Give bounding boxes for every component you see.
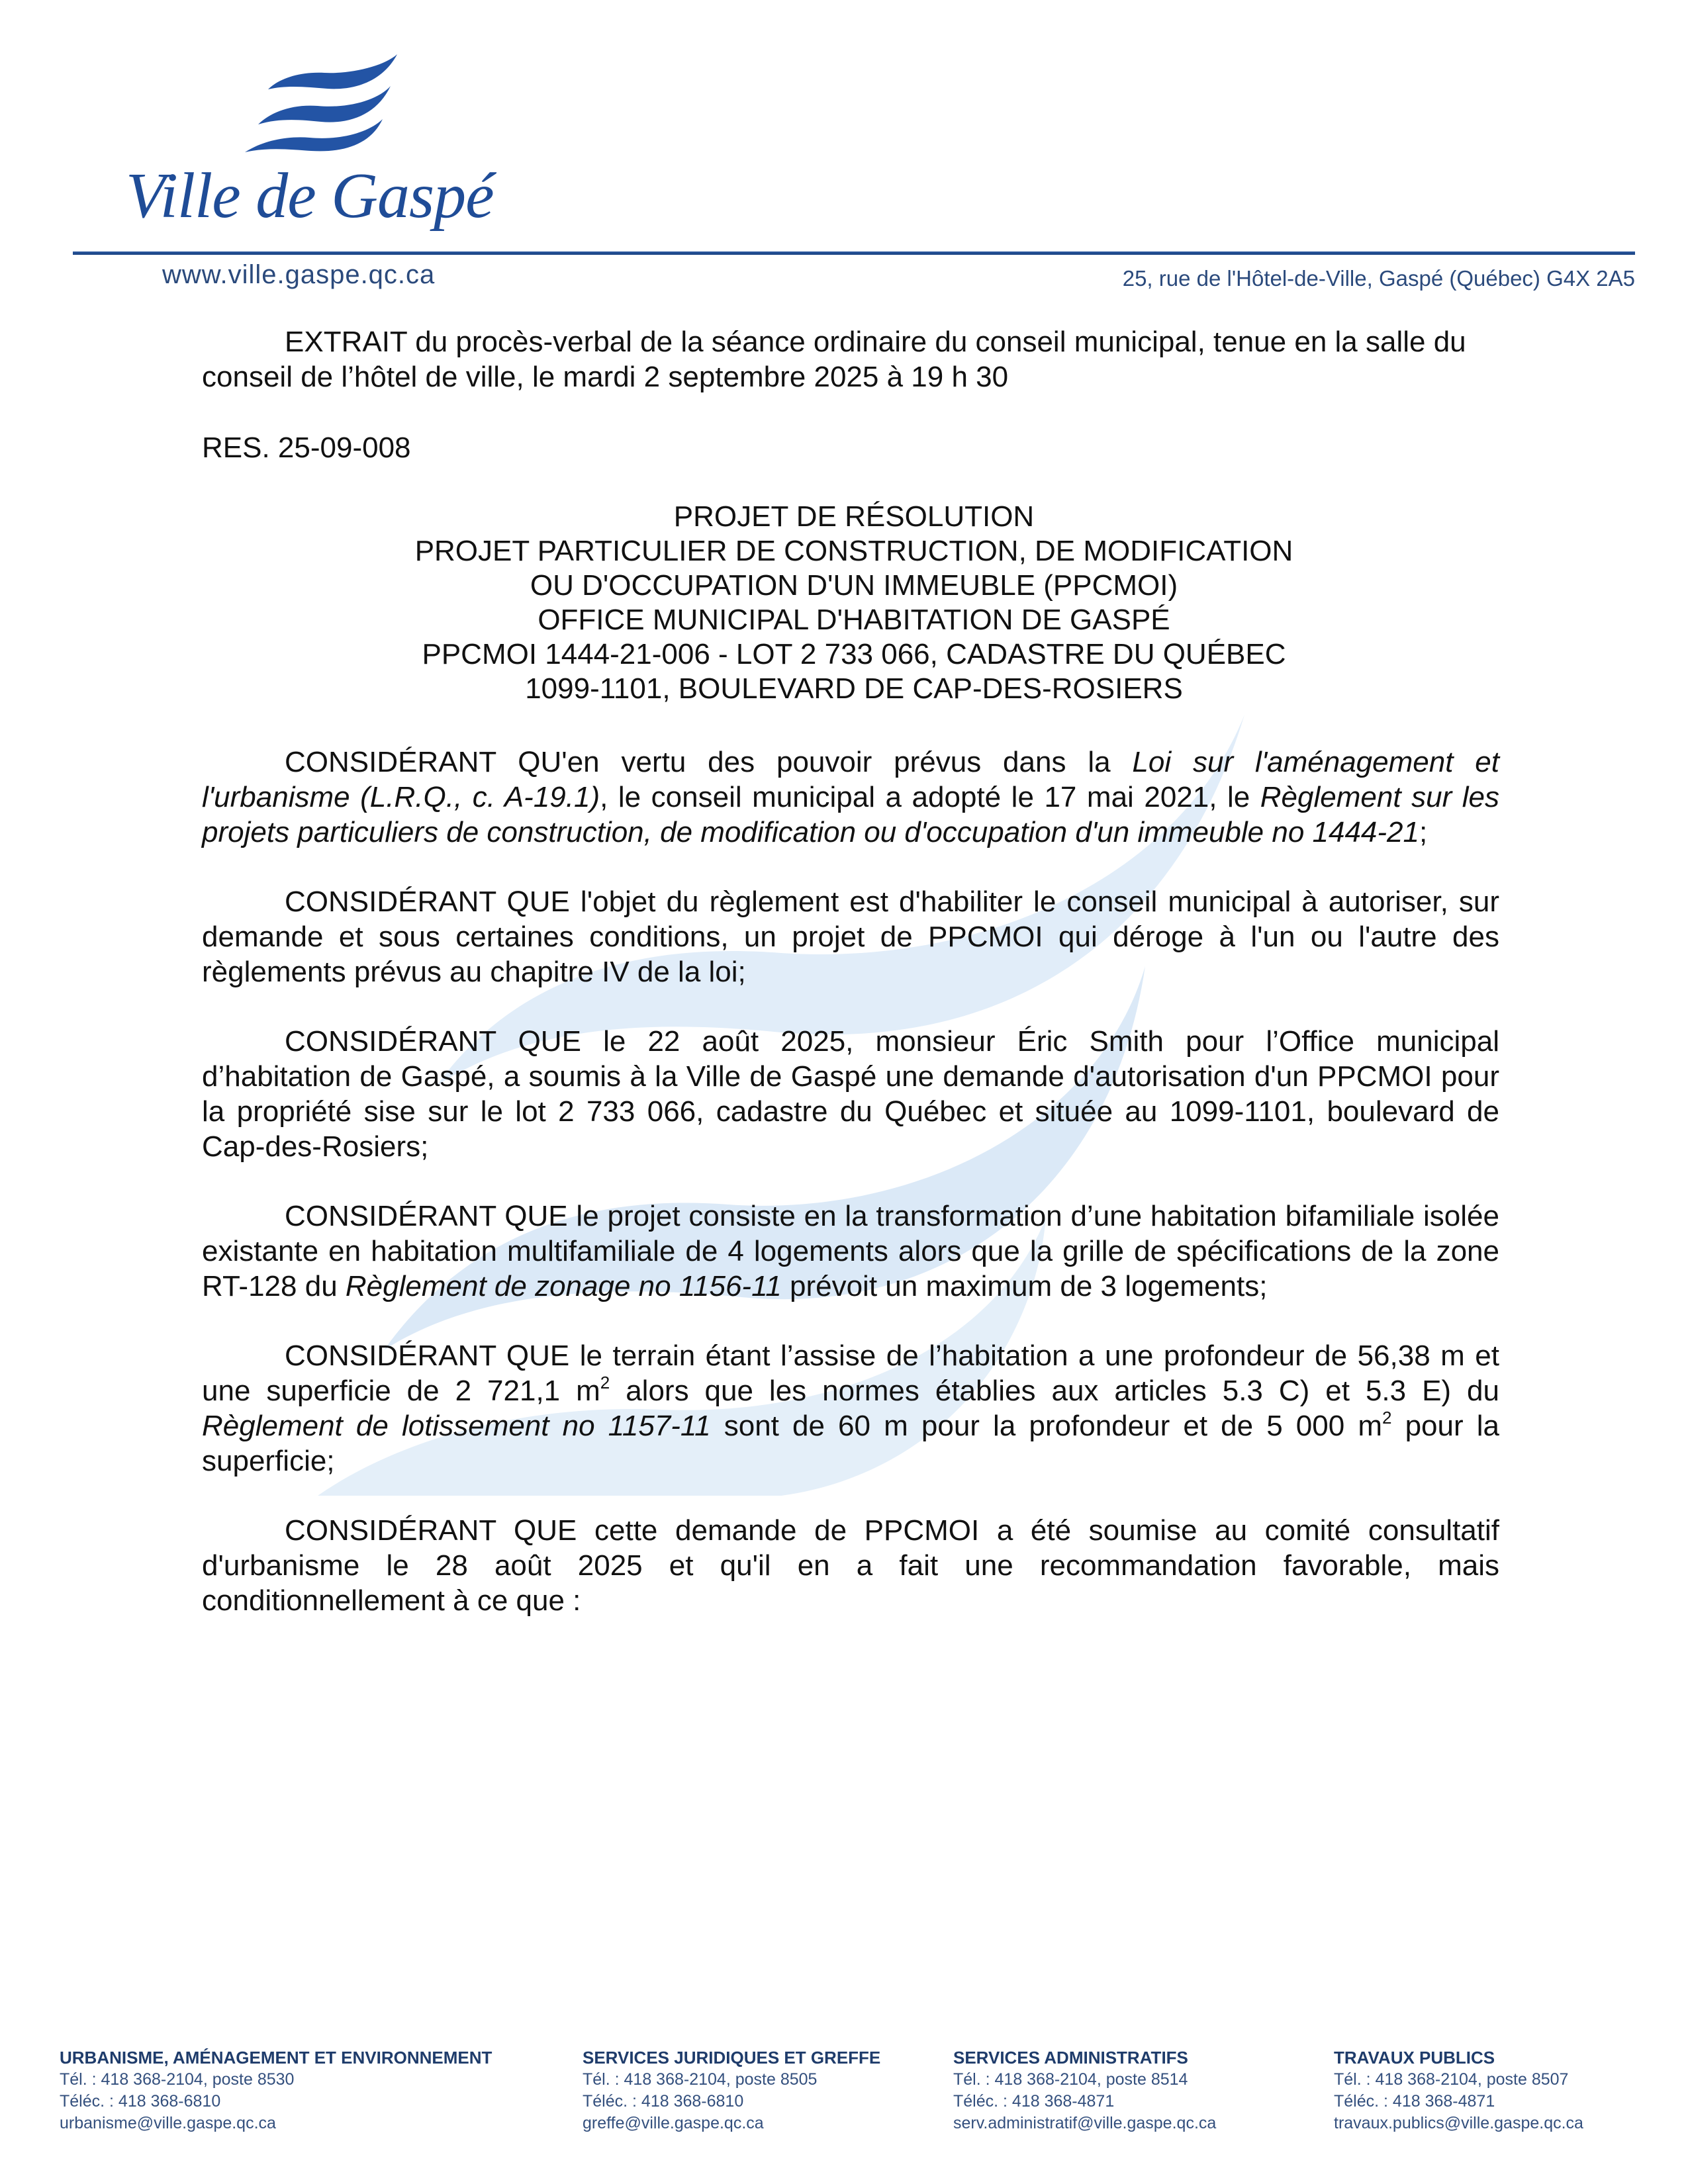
text: prévoit un maximum de 3 logements;	[781, 1270, 1268, 1302]
footer-heading: URBANISME, AMÉNAGEMENT ET ENVIRONNEMENT	[60, 2048, 492, 2068]
footer-tel: Tél. : 418 368-2104, poste 8514	[953, 2070, 1188, 2089]
paragraph-2: CONSIDÉRANT QUE l'objet du règlement est d'habiliter le conseil municipal à autoriser, sur demande et sous certaines conditions, un projet de PPCMOI qui déroge à l'un ou l'autre des règlements prévus au chapitre IV de la loi;	[202, 886, 1499, 988]
footer-tel: Tél. : 418 368-2104, poste 8505	[583, 2070, 818, 2089]
title-line: 1099-1101, BOULEVARD DE CAP-DES-ROSIERS	[525, 672, 1183, 705]
footer-heading: TRAVAUX PUBLICS	[1334, 2048, 1495, 2068]
footer-heading: SERVICES ADMINISTRATIFS	[953, 2048, 1188, 2068]
text: ;	[1419, 816, 1428, 848]
bylaw-title: Règlement sur les projets particuliers de construction, de modification ou d'occupation d'un immeuble no 1444-21	[202, 781, 1499, 848]
text: sont de 60 m pour la profondeur et de 5 000 m	[710, 1410, 1382, 1442]
website-link[interactable]: www.ville.gaspe.qc.ca	[162, 260, 436, 289]
footer-col-urbanisme	[60, 2047, 492, 2134]
title-line: PPCMOI 1444-21-006 - LOT 2 733 066, CADASTRE DU QUÉBEC	[422, 638, 1286, 670]
footer-fax: Téléc. : 418 368-6810	[60, 2092, 221, 2111]
footer-email-link[interactable]: urbanisme@ville.gaspe.qc.ca	[60, 2114, 276, 2132]
resolution-title-block	[202, 500, 1506, 706]
logo-wordmark: Ville de Gaspé	[126, 160, 494, 232]
footer-email-link[interactable]: serv.administratif@ville.gaspe.qc.ca	[953, 2114, 1217, 2132]
law-title: Loi sur l'aménagement et l'urbanisme (L.R.Q., c. A-19.1)	[202, 746, 1499, 813]
footer-fax: Téléc. : 418 368-6810	[583, 2092, 744, 2111]
title-line: OU D'OCCUPATION D'UN IMMEUBLE (PPCMOI)	[530, 569, 1178, 602]
title-line: PROJET DE RÉSOLUTION	[673, 500, 1035, 533]
title-line: PROJET PARTICULIER DE CONSTRUCTION, DE MODIFICATION	[414, 535, 1293, 567]
footer-email-link[interactable]: travaux.publics@ville.gaspe.qc.ca	[1334, 2114, 1583, 2132]
text: , le conseil municipal a adopté le 17 mai 2021, le	[600, 781, 1260, 813]
resolution-number: RES. 25-09-008	[202, 432, 411, 464]
footer-fax: Téléc. : 418 368-4871	[1334, 2092, 1495, 2111]
footer-email-link[interactable]: greffe@ville.gaspe.qc.ca	[583, 2114, 764, 2132]
ville-de-gaspe-logo-icon	[218, 53, 410, 152]
extract-line: EXTRAIT du procès-verbal de la séance ordinaire du conseil municipal, tenue en la salle du conseil de l’hôtel de ville, le mardi 2 septembre 2025 à 19 h 30	[202, 326, 1466, 393]
text: CONSIDÉRANT QUE le terrain étant l’assise de l’habitation a une profondeur de 56,38 m et une superficie de 2 721,1 m	[202, 1340, 1499, 1407]
text: CONSIDÉRANT QUE le projet consiste en la transformation d’une habitation bifamiliale isolée existante en habitation multifamiliale de 4 logements alors que la grille de spécifications de la zone RT-128 du	[202, 1200, 1499, 1302]
bylaw-title: Règlement de lotissement no 1157-11	[202, 1410, 711, 1442]
bylaw-title: Règlement de zonage no 1156-11	[345, 1270, 782, 1302]
paragraph-1	[202, 745, 1499, 850]
footer-heading: SERVICES JURIDIQUES ET GREFFE	[583, 2048, 881, 2068]
footer-col-administratifs	[953, 2047, 1216, 2134]
text: alors que les normes établies aux articles 5.3 C) et 5.3 E) du	[610, 1375, 1499, 1407]
superscript: 2	[600, 1373, 610, 1392]
footer-tel: Tél. : 418 368-2104, poste 8507	[1334, 2070, 1569, 2089]
title-line: OFFICE MUNICIPAL D'HABITATION DE GASPÉ	[538, 604, 1170, 636]
paragraph-5	[202, 1338, 1499, 1479]
text: pour la superficie;	[202, 1410, 1500, 1477]
paragraph-6: CONSIDÉRANT QUE cette demande de PPCMOI a été soumise au comité consultatif d'urbanisme le 28 août 2025 et qu'il en a fait une recommandation favorable, mais conditionnellement à ce que :	[202, 1514, 1499, 1617]
considerant-paragraphs	[202, 745, 1499, 1653]
paragraph-3: CONSIDÉRANT QUE le 22 août 2025, monsieur Éric Smith pour l’Office municipal d’habitation de Gaspé, a soumis à la Ville de Gaspé une demande d'autorisation d'un PPCMOI pour la propriété sise sur le lot 2 733 066, cadastre du Québec et située au 1099-1101, boulevard de Cap-des-Rosiers;	[202, 1025, 1499, 1163]
footer-tel: Tél. : 418 368-2104, poste 8530	[60, 2070, 295, 2089]
footer-col-greffe	[583, 2047, 880, 2134]
extract-intro	[202, 324, 1499, 394]
footer-col-travaux-publics	[1334, 2047, 1583, 2134]
city-hall-address: 25, rue de l'Hôtel-de-Ville, Gaspé (Québec) G4X 2A5	[1122, 266, 1635, 291]
superscript: 2	[1382, 1408, 1392, 1428]
paragraph-4	[202, 1199, 1499, 1304]
text: CONSIDÉRANT QU'en vertu des pouvoir prévus dans la	[285, 746, 1133, 778]
header-divider	[73, 251, 1635, 255]
footer-fax: Téléc. : 418 368-4871	[953, 2092, 1115, 2111]
